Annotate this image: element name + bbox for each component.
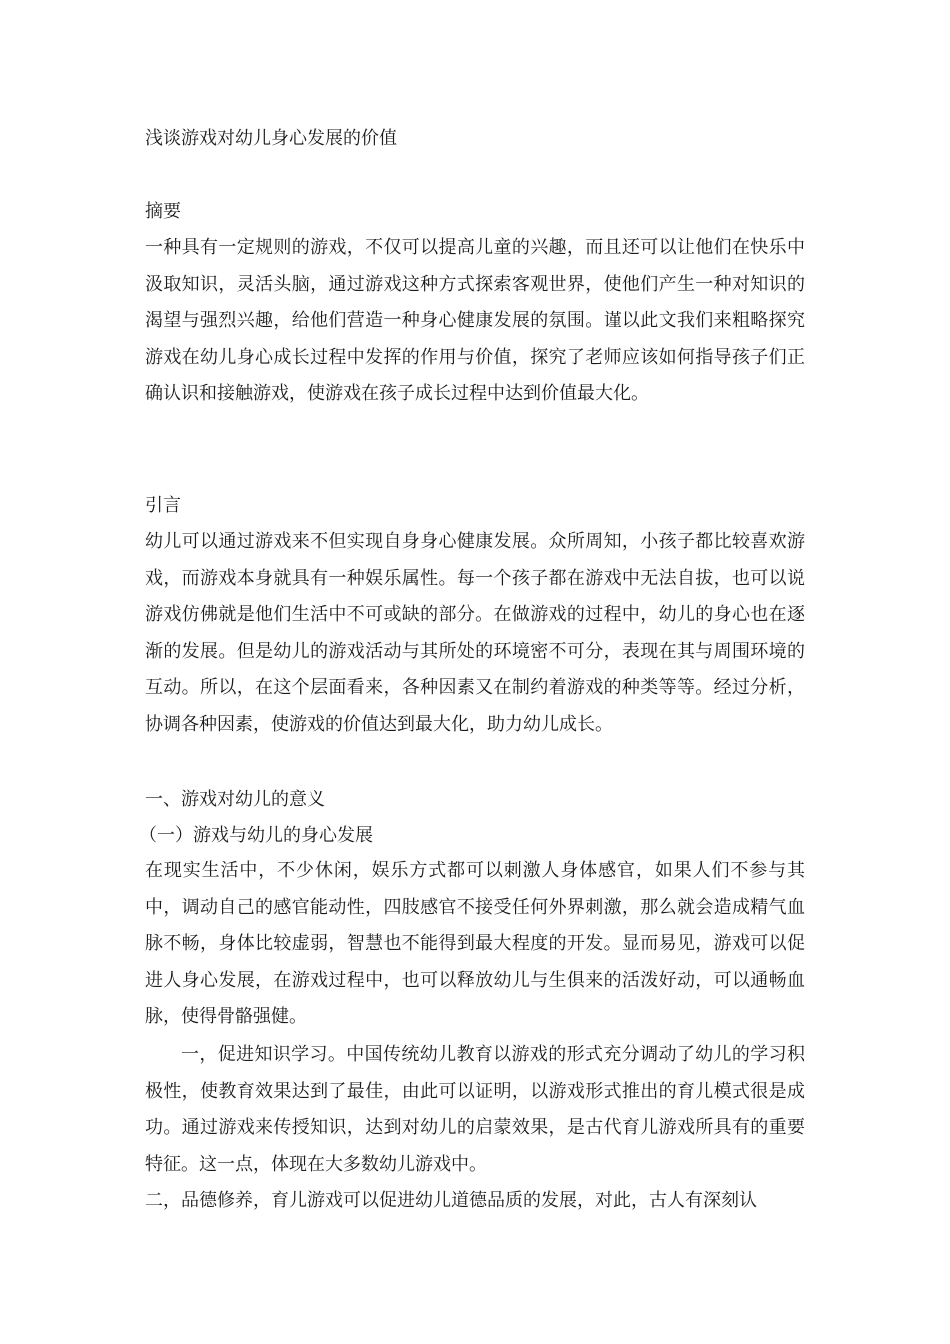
document-title: 浅谈游戏对幼儿身心发展的价值 [145,128,397,149]
introduction-heading: 引言 [145,495,181,516]
section-1-heading: 一、游戏对幼儿的意义 [145,789,325,810]
section-1-paragraph-2: 一，促进知识学习。中国传统幼儿教育以游戏的形式充分调动了幼儿的学习积极性，使教育效果达到了最佳，由此可以证明，以游戏形式推出的育儿模式很是成功。通过游戏来传授知识，达到对幼儿的启蒙效果，是古代育儿游戏所具有的重要特征。这一点，体现在大多数幼儿游戏中。 [145,1044,805,1175]
section-1-1-subheading: （一）游戏与幼儿的身心发展 [139,825,373,846]
introduction-paragraph: 幼儿可以通过游戏来不但实现自身身心健康发展。众所周知，小孩子都比较喜欢游戏，而游戏本身就具有一种娱乐属性。每一个孩子都在游戏中无法自拔，也可以说游戏仿佛就是他们生活中不可或缺的部分。在做游戏的过程中，幼儿的身心也在逐渐的发展。但是幼儿的游戏活动与其所处的环境密不可分，表现在其与周围环境的互动。所以，在这个层面看来，各种因素又在制约着游戏的种类等等。经过分析，协调各种因素，使游戏的价值达到最大化，助力幼儿成长。 [145,531,805,735]
abstract-heading: 摘要 [145,201,181,222]
abstract-paragraph: 一种具有一定规则的游戏，不仅可以提高儿童的兴趣，而且还可以让他们在快乐中汲取知识，灵活头脑，通过游戏这种方式探索客观世界，使他们产生一种对知识的渴望与强烈兴趣，给他们营造一种身心健康发展的氛围。谨以此文我们来粗略探究游戏在幼儿身心成长过程中发挥的作用与价值，探究了老师应该如何指导孩子们正确认识和接触游戏，使游戏在孩子成长过程中达到价值最大化。 [145,237,805,404]
section-1-paragraph-3: 二，品德修养，育儿游戏可以促进幼儿道德品质的发展，对此，古人有深刻认 [145,1190,757,1211]
section-1-paragraph-1: 在现实生活中，不少休闲，娱乐方式都可以刺激人身体感官，如果人们不参与其中，调动自己的感官能动性，四肢感官不接受任何外界刺激，那么就会造成精气血脉不畅，身体比较虚弱，智慧也不能得到最大程度的开发。显而易见，游戏可以促进人身心发展，在游戏过程中，也可以释放幼儿与生俱来的活泼好动，可以通畅血脉，使得骨骼强健。 [145,860,805,1027]
